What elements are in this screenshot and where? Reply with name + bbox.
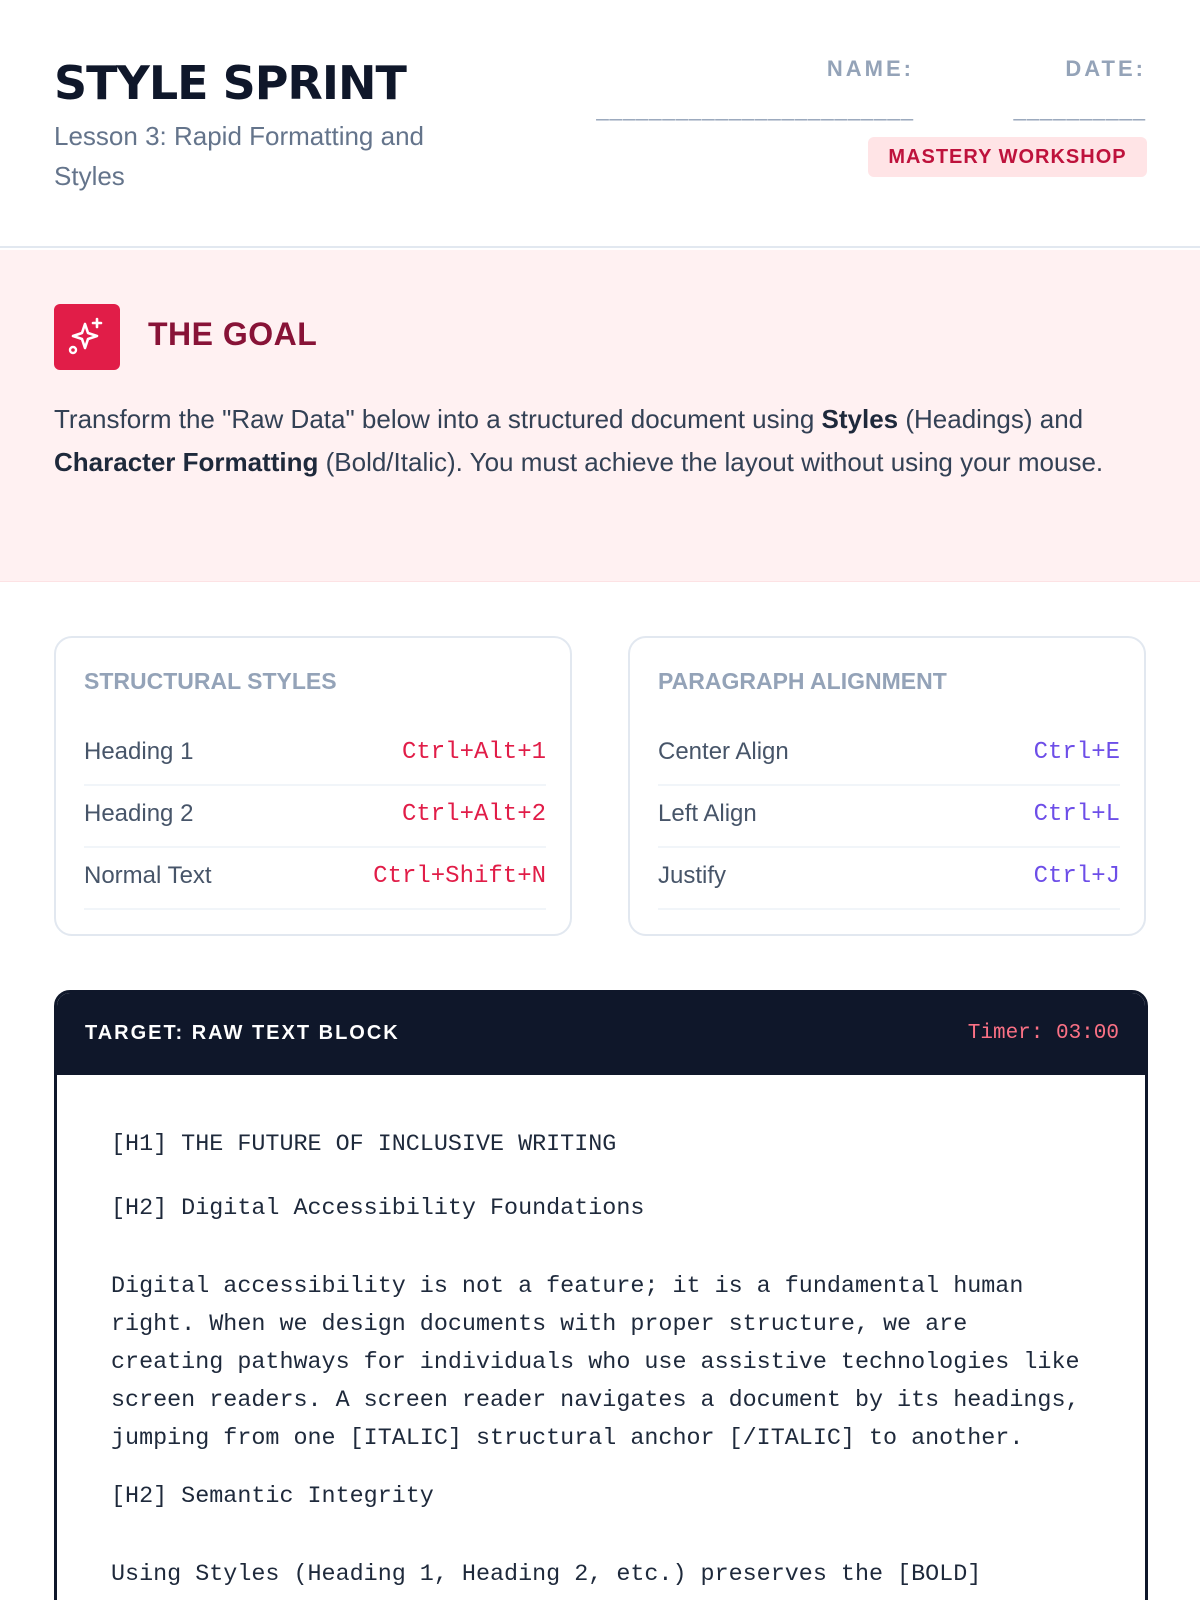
target-title: TARGET: RAW TEXT BLOCK: [85, 1022, 400, 1044]
card-title: STRUCTURAL STYLES: [84, 668, 337, 694]
name-label: NAME:: [826, 56, 914, 81]
bold-character-formatting: Character Formatting: [54, 447, 319, 477]
shortcut-row: [84, 786, 546, 848]
raw-paragraph[interactable]: Digital accessibility is not a feature; it is a fundamental human right. When we design documents with proper structure, we are creating pathways for individuals who use assistive technologies like screen readers. A screen reader navigates a document by its headings, jumping from one [ITALIC] structural anchor [/ITALIC] to another.: [111, 1274, 1080, 1452]
raw-paragraph[interactable]: Using Styles (Heading 1, Heading 2, etc.) preserves the [BOLD]: [111, 1562, 982, 1588]
goal-title: THE GOAL: [148, 316, 318, 352]
workshop-badge: MASTERY WORKSHOP: [868, 137, 1147, 177]
target-header-bar: [57, 993, 1145, 1075]
style-label: Normal Text: [84, 862, 212, 889]
paragraph-alignment-card: [628, 636, 1146, 936]
date-field-line[interactable]: __________: [1013, 96, 1146, 121]
alignment-label: Left Align: [658, 800, 757, 827]
shortcut-row: [84, 724, 546, 786]
raw-line-h1[interactable]: [H1] THE FUTURE OF INCLUSIVE WRITING: [111, 1132, 617, 1158]
shortcut-key: Ctrl+Shift+N: [373, 863, 546, 890]
shortcut-row: [658, 786, 1120, 848]
alignment-label: Justify: [658, 862, 727, 889]
alignment-label: Center Align: [658, 738, 789, 765]
shortcut-row: [84, 848, 546, 910]
card-title: PARAGRAPH ALIGNMENT: [658, 668, 947, 694]
shortcut-row: [658, 848, 1120, 910]
shortcut-key: Ctrl+Alt+2: [401, 801, 546, 828]
lesson-subtitle: Lesson 3: Rapid Formatting and Styles: [54, 121, 424, 191]
shortcut-key: Ctrl+E: [1033, 739, 1120, 766]
raw-line-h2[interactable]: [H2] Digital Accessibility Foundations: [111, 1196, 645, 1222]
date-label: DATE:: [1065, 56, 1146, 81]
shortcut-key: Ctrl+L: [1033, 801, 1120, 828]
bold-styles: Styles: [821, 404, 899, 434]
shortcut-key: Ctrl+J: [1033, 863, 1120, 890]
shortcut-key: Ctrl+Alt+1: [401, 739, 546, 766]
worksheet-header: [0, 0, 1200, 248]
raw-line-h2[interactable]: [H2] Semantic Integrity: [111, 1484, 434, 1510]
page-title: STYLE SPRINT: [54, 56, 406, 110]
shortcut-row: [658, 724, 1120, 786]
style-label: Heading 1: [84, 738, 194, 765]
sparkles-icon: [54, 304, 120, 370]
timer-display: Timer: 03:00: [967, 1022, 1119, 1045]
structural-styles-card: [54, 636, 572, 936]
goal-section: [0, 250, 1200, 582]
goal-description: Transform the "Raw Data" below into a structured document using Styles (Headings) and Character Formatting (Bold/Italic). You must achieve the layout without using your mouse.: [54, 404, 1104, 477]
style-label: Heading 2: [84, 800, 194, 827]
target-raw-text-block: [54, 990, 1148, 1600]
name-field-line[interactable]: ________________________: [596, 96, 914, 121]
